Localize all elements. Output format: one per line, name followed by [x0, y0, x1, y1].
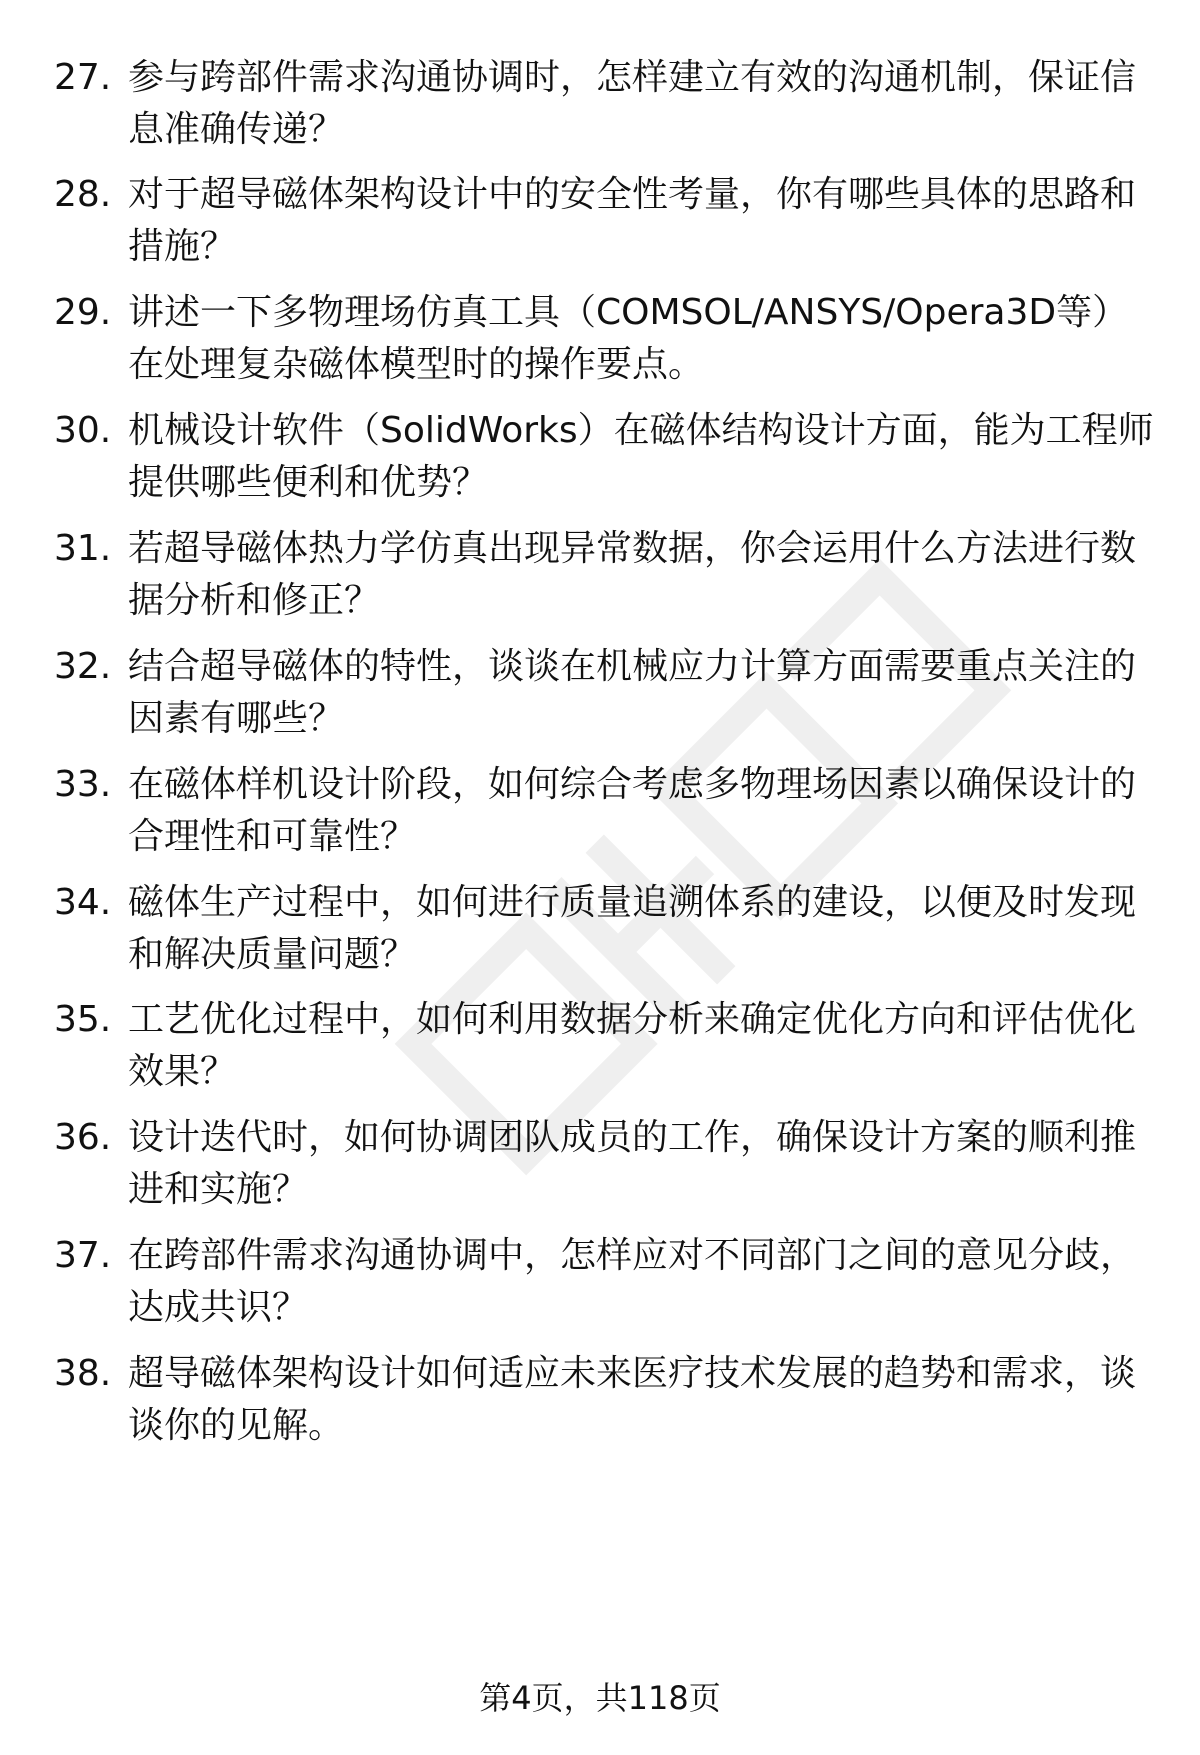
question-number: 34. [54, 882, 112, 923]
question-line: 在跨部件需求沟通协调中，怎样应对不同部门之间的意见分歧， [128, 1235, 1137, 1276]
question-line: 机械设计软件（SolidWorks）在磁体结构设计方面，能为工程师 [128, 410, 1154, 451]
question-line: 因素有哪些？ [128, 698, 345, 739]
question-number: 28. [54, 174, 112, 215]
list-item [0, 877, 1200, 997]
question-text [128, 169, 1160, 273]
list-item [0, 405, 1200, 525]
question-text [128, 641, 1160, 745]
question-line: 据分析和修正？ [128, 580, 381, 621]
list-item [0, 1112, 1200, 1232]
question-number: 38. [54, 1353, 112, 1394]
question-text [128, 287, 1160, 391]
question-text [128, 994, 1160, 1098]
question-line: 合理性和可靠性？ [128, 816, 417, 857]
question-line: 磁体生产过程中，如何进行质量追溯体系的建设，以便及时发现 [128, 882, 1137, 923]
question-number: 32. [54, 646, 112, 687]
list-item [0, 641, 1200, 761]
question-text [128, 523, 1160, 627]
list-item [0, 169, 1200, 289]
question-line: 对于超导磁体架构设计中的安全性考量，你有哪些具体的思路和 [128, 174, 1137, 215]
list-item [0, 994, 1200, 1114]
question-line: 结合超导磁体的特性，谈谈在机械应力计算方面需要重点关注的 [128, 646, 1137, 687]
question-line: 达成共识？ [128, 1287, 309, 1328]
question-number: 27. [54, 57, 112, 98]
list-item [0, 759, 1200, 879]
question-line: 进和实施？ [128, 1169, 309, 1210]
list-item [0, 52, 1200, 172]
question-line: 讲述一下多物理场仿真工具（COMSOL/ANSYS/Opera3D等） [128, 292, 1129, 333]
question-line: 参与跨部件需求沟通协调时，怎样建立有效的沟通机制，保证信 [128, 57, 1137, 98]
question-number: 36. [54, 1117, 112, 1158]
question-text [128, 1230, 1160, 1334]
question-line: 措施？ [128, 226, 237, 267]
page-number-footer: 第4页，共118页 [479, 1679, 721, 1717]
question-line: 谈你的见解。 [128, 1405, 345, 1446]
question-text [128, 52, 1160, 156]
question-text [128, 877, 1160, 981]
question-text [128, 759, 1160, 863]
question-line: 在磁体样机设计阶段，如何综合考虑多物理场因素以确保设计的 [128, 764, 1137, 805]
question-number: 33. [54, 764, 112, 805]
list-item [0, 523, 1200, 643]
question-line: 工艺优化过程中，如何利用数据分析来确定优化方向和评估优化 [128, 999, 1137, 1040]
question-number: 30. [54, 410, 112, 451]
question-line: 若超导磁体热力学仿真出现异常数据，你会运用什么方法进行数 [128, 528, 1137, 569]
question-line: 息准确传递？ [128, 109, 345, 150]
question-text [128, 1112, 1160, 1216]
question-number: 37. [54, 1235, 112, 1276]
question-text [128, 405, 1160, 509]
question-line: 和解决质量问题？ [128, 934, 417, 975]
question-line: 提供哪些便利和优势？ [128, 462, 489, 503]
question-number: 31. [54, 528, 112, 569]
question-number: 35. [54, 999, 112, 1040]
question-line: 设计迭代时，如何协调团队成员的工作，确保设计方案的顺利推 [128, 1117, 1137, 1158]
list-item [0, 287, 1200, 407]
question-line: 超导磁体架构设计如何适应未来医疗技术发展的趋势和需求，谈 [128, 1353, 1137, 1394]
list-item [0, 1230, 1200, 1350]
list-item [0, 1348, 1200, 1468]
question-line: 在处理复杂磁体模型时的操作要点。 [128, 344, 705, 385]
question-line: 效果？ [128, 1051, 237, 1092]
question-number: 29. [54, 292, 112, 333]
question-text [128, 1348, 1160, 1452]
